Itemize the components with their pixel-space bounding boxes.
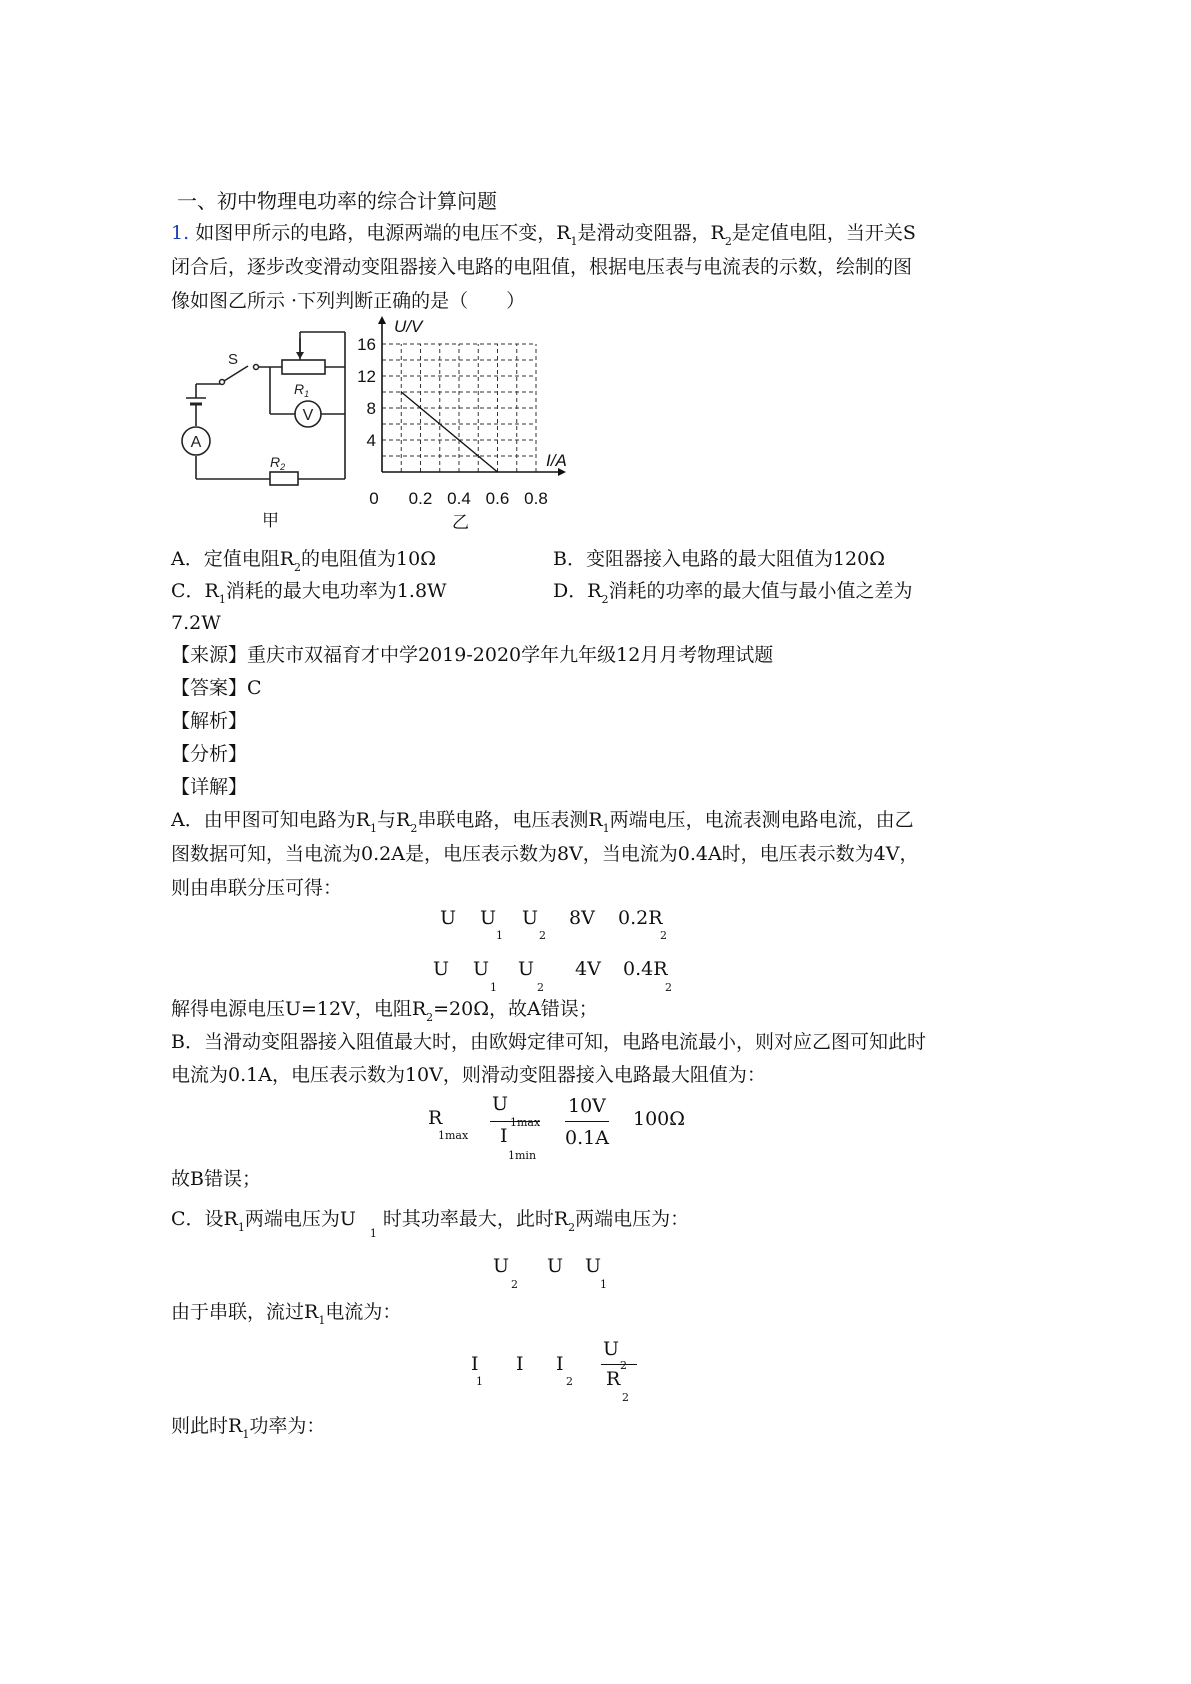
y-axis-arrow [378,316,386,324]
y-tick-label: 8 [366,399,376,418]
analysis-b-line-1: B．当滑动变阻器接入阻值最大时，由欧姆定律可知，电路电流最小，则对应乙图可知此时 [171,1031,926,1053]
source-line: 【来源】重庆市双福育才中学2019-2020学年九年级12月月考物理试题 [171,644,774,666]
analysis-a-line-3: 则由串联分压可得： [171,877,343,899]
r2-label: R [270,454,281,470]
y-axis-label: U/V [394,317,423,336]
circuit-diagram [170,322,360,532]
question-line-3: 像如图乙所示 ·下列判断正确的是（ ） [171,290,526,312]
svg-text:R2 [270,454,285,472]
analysis-a-line-2: 图数据可知，当电流为0.2A是，电压表示数为8V，当电流为0.4A时，电压表示数为4V， [171,843,919,865]
chart-grid [382,344,536,472]
answer-line: 【答案】C [171,677,262,699]
y-tick-label: 12 [357,367,376,386]
x-tick-label: 0.2 [408,489,433,508]
analysis-b-line-2: 电流为0.1A，电压表示数为10V，则滑动变阻器接入电路最大阻值为： [171,1064,766,1086]
x-axis-label: I/A [546,451,567,470]
option-d-continued: 7.2W [171,612,221,634]
question-line-1: 1. 如图甲所示的电路，电源两端的电压不变，$R_1$是滑动变阻器，$R_2$是定值电阻，当开关S [171,222,916,248]
analysis-c-line-2: 由于串联，流过$R_1$电流为： [171,1301,402,1327]
chart-ticks [357,335,548,508]
option-b: B．变阻器接入电路的最大阻值为120Ω [553,548,885,570]
ammeter-symbol [182,427,210,455]
r1-label: R [294,381,305,397]
voltmeter-symbol [295,401,321,427]
option-c: C．$R_1$消耗的最大电功率为1.8W [171,580,447,606]
analysis-c-line-3: 则此时$R_1$功率为： [171,1415,326,1441]
fenxi-heading: 【分析】 [171,743,248,765]
r2-resistor-symbol [270,454,298,485]
r1-rheostat-symbol [282,352,325,399]
battery-symbol [186,398,206,412]
xiangjie-heading: 【详解】 [171,776,248,798]
analysis-b-result: 故B错误； [171,1168,261,1190]
chart-series [401,392,497,472]
y-tick-label: 4 [366,431,376,450]
figure-jia-caption: 甲 [262,511,279,531]
x-tick-label: 0.8 [524,489,548,508]
figure-yi-caption: 乙 [452,513,469,533]
ui-chart [350,312,570,527]
analysis-a-line-1: A．由甲图可知电路为$R_1$与$R_2$串联电路，电压表测$R_1$两端电压，电流表测电路电流，由乙 [171,809,914,835]
option-d: D．$R_2$消耗的功率的最大值与最小值之差为 [553,580,913,606]
question-number: 1. [171,222,190,244]
y-tick-label: 16 [357,335,376,354]
option-a: A．定值电阻$R_2$的电阻值为10Ω [171,548,436,574]
switch-symbol [220,351,259,385]
voltmeter-label: V [302,407,314,424]
analysis-a-result: 解得电源电压U=12V，电阻$R_2=20\Omega$，故A错误； [171,998,598,1024]
x-tick-label: 0.4 [447,489,471,508]
r2-label-sub: 2 [280,462,286,472]
section-heading: 一、初中物理电功率的综合计算问题 [177,189,497,213]
x-tick-label: 0.6 [485,489,510,508]
r1-label-sub: 1 [304,389,310,399]
origin-label: 0 [369,489,379,508]
analysis-c-line-1: C．设$R_1$两端电压为$U_1$时其功率最大，此时$R_2$两端电压为： [171,1208,690,1240]
ammeter-label: A [190,434,202,451]
series-line [401,392,497,472]
question-line-2: 闭合后，逐步改变滑动变阻器接入电路的电阻值，根据电压表与电流表的示数，绘制的图 [171,256,913,278]
svg-text:R1 [294,381,309,399]
jiexi-heading: 【解析】 [171,710,248,732]
switch-label: S [228,351,239,368]
